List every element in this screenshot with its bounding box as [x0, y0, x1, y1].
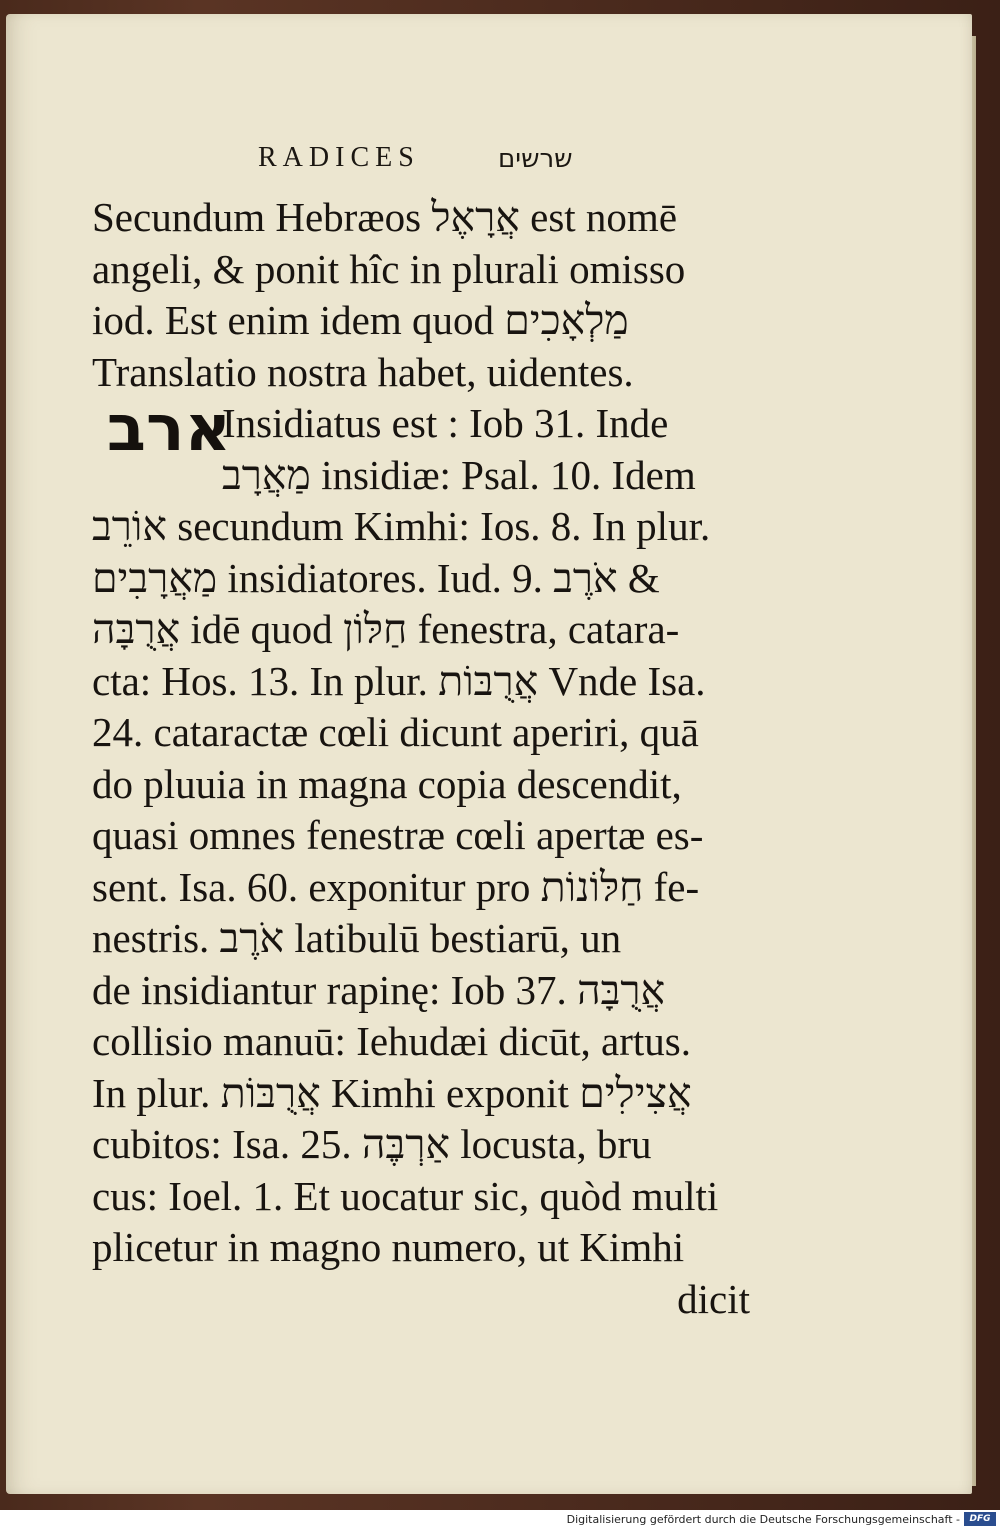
text-line: cus: Ioel. 1. Et uocatur sic, quòd multi — [92, 1172, 719, 1219]
text-line: אוֹרֵב secundum Kimhi: Ios. 8. In plur. — [92, 503, 711, 549]
text-line: Secundum Hebræos אֲרָאֶל est nomē — [92, 194, 678, 240]
text-line: Insidiatus est : Iob 31. Inde — [222, 400, 669, 446]
text-line: nestris. אֹרֶב latibulū bestiarū, un — [92, 915, 622, 961]
text-line: do pluuia in magna copia descendit, — [92, 760, 682, 807]
text-line: מַאֲרָב insidiæ: Psal. 10. Idem — [222, 451, 696, 498]
text-line: iod. Est enim idem quod מַלְאָכִים — [92, 297, 629, 343]
text-line: cta: Hos. 13. In plur. אֲרֻבּוֹת Vnde Isa. — [92, 657, 706, 704]
text-line: Translatio nostra habet, uidentes. — [92, 348, 634, 395]
text-line: cubitos: Isa. 25. אַרְבֶּה locusta, bru — [92, 1121, 652, 1167]
text-line: angeli, & ponit hîc in plurali omisso — [92, 245, 686, 292]
catchword: dicit — [677, 1275, 750, 1322]
footer-credit: Digitalisierung gefördert durch die Deutsche Forschungsgemeinschaft - — [566, 1513, 960, 1526]
body-text — [92, 192, 762, 1325]
dfg-logo: DFG — [964, 1512, 996, 1526]
running-header — [258, 142, 618, 182]
text-line: sent. Isa. 60. exponitur pro חַלּוֹנוֹת fe- — [92, 863, 700, 910]
text-line: מַאֲרָבִים insidiatores. Iud. 9. אֹרֶב & — [92, 554, 660, 601]
header-hebrew: שרשים — [498, 144, 573, 174]
entry-root-word: ארב — [106, 392, 232, 466]
text-line: 24. cataractæ cœli dicunt aperiri, quā — [92, 709, 699, 755]
text-line: quasi omnes fenestræ cœli apertæ es- — [92, 812, 704, 858]
header-latin: RADICES — [258, 142, 420, 173]
text-line: אֲרֻבָּה idē quod חַלּוֹן fenestra, catara- — [92, 606, 680, 652]
text-line: de insidiantur rapinę: Iob 37. אֲרֻבָּה — [92, 966, 666, 1013]
text-line: In plur. אֲרֻבּוֹת Kimhi exponit אֲצִילִים — [92, 1069, 692, 1116]
text-line: collisio manuū: Iehudæi dicūt, artus. — [92, 1018, 691, 1064]
text-line: plicetur in magno numero, ut Kimhi — [92, 1224, 685, 1270]
